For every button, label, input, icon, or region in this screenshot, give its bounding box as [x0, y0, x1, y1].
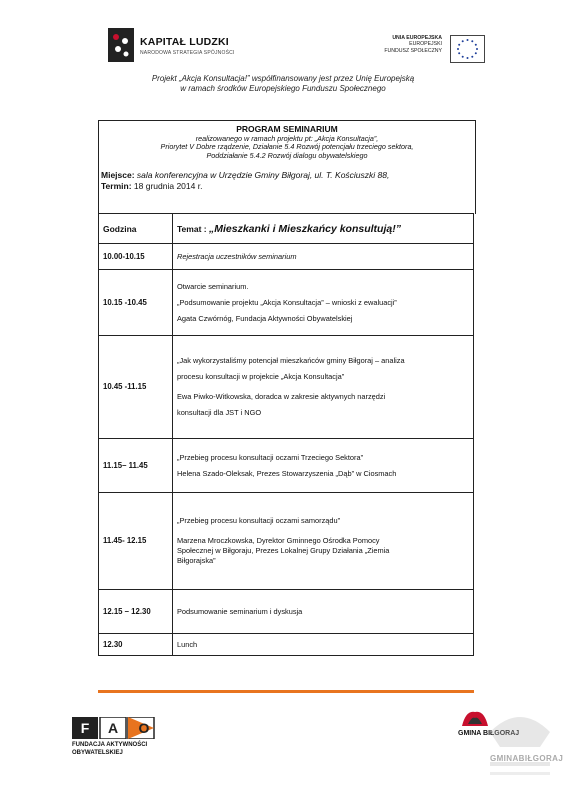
- row-line: Ewa Piwko-Witkowska, doradca w zakresie aktywnych narzędzi: [177, 392, 386, 401]
- fao-letter-f: F: [80, 720, 90, 736]
- row-line: „Przebieg procesu konsultacji oczami Trzeciego Sektora”: [177, 452, 364, 462]
- program-sub-line-1: realizowanego w ramach projektu pt: „Akcja Konsultacja”,: [195, 134, 379, 143]
- kapital-ludzki-title: KAPITAŁ LUDZKI: [140, 36, 229, 48]
- row-time: 12.15 – 12.30: [99, 590, 173, 634]
- eu-line-2: EUROPEJSKI: [409, 41, 442, 48]
- project-line-1: Projekt „Akcja Konsultacja!” współfinansowany jest przez Unię Europejską: [151, 74, 415, 83]
- eu-logo: [380, 33, 484, 69]
- fao-letters-icon: [72, 717, 156, 739]
- fao-name-line-2: OBYWATELSKIEJ: [72, 750, 123, 756]
- topic-prefix: Temat :: [177, 223, 207, 234]
- row-line: Społecznej w Biłgoraju, Prezes Lokalnej Grupy Działania „Ziemia: [177, 546, 390, 555]
- row-line: Helena Szado-Oleksak, Prezes Stowarzyszenia „Dąb” w Ciosmach: [177, 468, 397, 478]
- eu-flag-icon: [450, 35, 485, 63]
- header-topic: [173, 214, 474, 244]
- row-time: 11.15– 11.45: [99, 439, 173, 493]
- table-row: [99, 493, 474, 590]
- fao-logo: [72, 717, 162, 763]
- table-row: [99, 270, 474, 336]
- row-content: [173, 439, 474, 493]
- row-line: Lunch: [177, 639, 198, 649]
- kapital-ludzki-subtitle: NARODOWA STRATEGIA SPÓJNOŚCI: [140, 50, 235, 56]
- topic-title: „Mieszkanki i Mieszkańcy konsultują!”: [208, 222, 401, 235]
- program-title: PROGRAM SEMINARIUM: [236, 124, 338, 134]
- watermark-icon: [480, 702, 560, 792]
- row-line: procesu konsultacji w projekcie „Akcja Konsultacja”: [177, 372, 345, 381]
- row-line: Otwarcie seminarium.: [177, 281, 249, 291]
- table-header-row: [99, 214, 474, 244]
- row-line: Rejestracja uczestników seminarium: [177, 251, 297, 261]
- row-time: 11.45- 12.15: [99, 493, 173, 590]
- table-row: [99, 336, 474, 439]
- program-subtitle: [99, 135, 475, 160]
- row-content: [173, 244, 474, 270]
- schedule-table: [98, 213, 474, 656]
- table-row: [99, 590, 474, 634]
- row-line: Marzena Mroczkowska, Dyrektor Gminnego Ośrodka Pomocy: [177, 536, 380, 545]
- row-line: „Przebieg procesu konsultacji oczami samorządu”: [177, 516, 341, 525]
- place-value: sala konferencyjna w Urzędzie Gminy Biłgoraj, ul. T. Kościuszki 88,: [136, 170, 390, 180]
- term-value: 18 grudnia 2014 r.: [133, 181, 203, 191]
- fao-letter-a: A: [107, 720, 119, 736]
- gmina-name: GMINA BIŁGORAJ: [458, 730, 520, 737]
- eu-line-1: UNIA EUROPEJSKA: [392, 35, 442, 41]
- table-row: [99, 244, 474, 270]
- row-time: 10.15 -10.45: [99, 270, 173, 336]
- program-sub-line-3: Poddziałanie 5.4.2 Rozwój dialogu obywatelskiego: [206, 150, 368, 160]
- row-line: konsultacji dla JST i NGO: [177, 408, 262, 417]
- watermark-text: GMINABIŁGORAJ: [490, 754, 564, 763]
- row-content: [173, 270, 474, 336]
- program-place-term: [101, 170, 473, 192]
- row-line: „Podsumowanie projektu „Akcja Konsultacja” – wnioski z ewaluacji”: [177, 297, 397, 307]
- row-line: Biłgorajska”: [177, 556, 216, 565]
- program-header-box: [98, 120, 476, 214]
- row-content: [173, 493, 474, 590]
- footer-divider: [98, 690, 474, 693]
- gmina-bilgoraj-logo: [420, 700, 564, 792]
- row-content: [173, 634, 474, 656]
- row-time: 10.00-10.15: [99, 244, 173, 270]
- fao-name-line-1: FUNDACJA AKTYWNOŚCI: [72, 742, 148, 748]
- row-time: 12.30: [99, 634, 173, 656]
- kapital-ludzki-mark-icon: [108, 28, 134, 62]
- row-line: Agata Czwórnóg, Fundacja Aktywności Obywatelskiej: [177, 313, 353, 323]
- place-label: Miejsce:: [101, 170, 135, 180]
- project-line-2: w ramach środków Europejskiego Funduszu Społecznego: [180, 84, 386, 93]
- row-time: 10.45 -11.15: [99, 336, 173, 439]
- term-label: Termin:: [101, 181, 132, 191]
- eu-line-3: FUNDUSZ SPOŁECZNY: [384, 47, 442, 54]
- project-cofinancing-line: [0, 74, 566, 94]
- kapital-ludzki-logo: [108, 28, 258, 68]
- header-godzina: Godzina: [99, 214, 173, 244]
- table-row: [99, 634, 474, 656]
- table-row: [99, 439, 474, 493]
- row-line: Podsumowanie seminarium i dyskusja: [177, 606, 303, 616]
- row-content: [173, 590, 474, 634]
- program-sub-line-2: Priorytet V Dobre rządzenie, Działanie 5.4 Rozwój potencjału trzeciego sektora,: [160, 142, 414, 152]
- row-content: [173, 336, 474, 439]
- fao-letter-o: O: [138, 720, 150, 736]
- eu-text: [380, 35, 442, 54]
- row-line: „Jak wykorzystaliśmy potencjał mieszkańców gminy Biłgoraj – analiza: [177, 356, 405, 365]
